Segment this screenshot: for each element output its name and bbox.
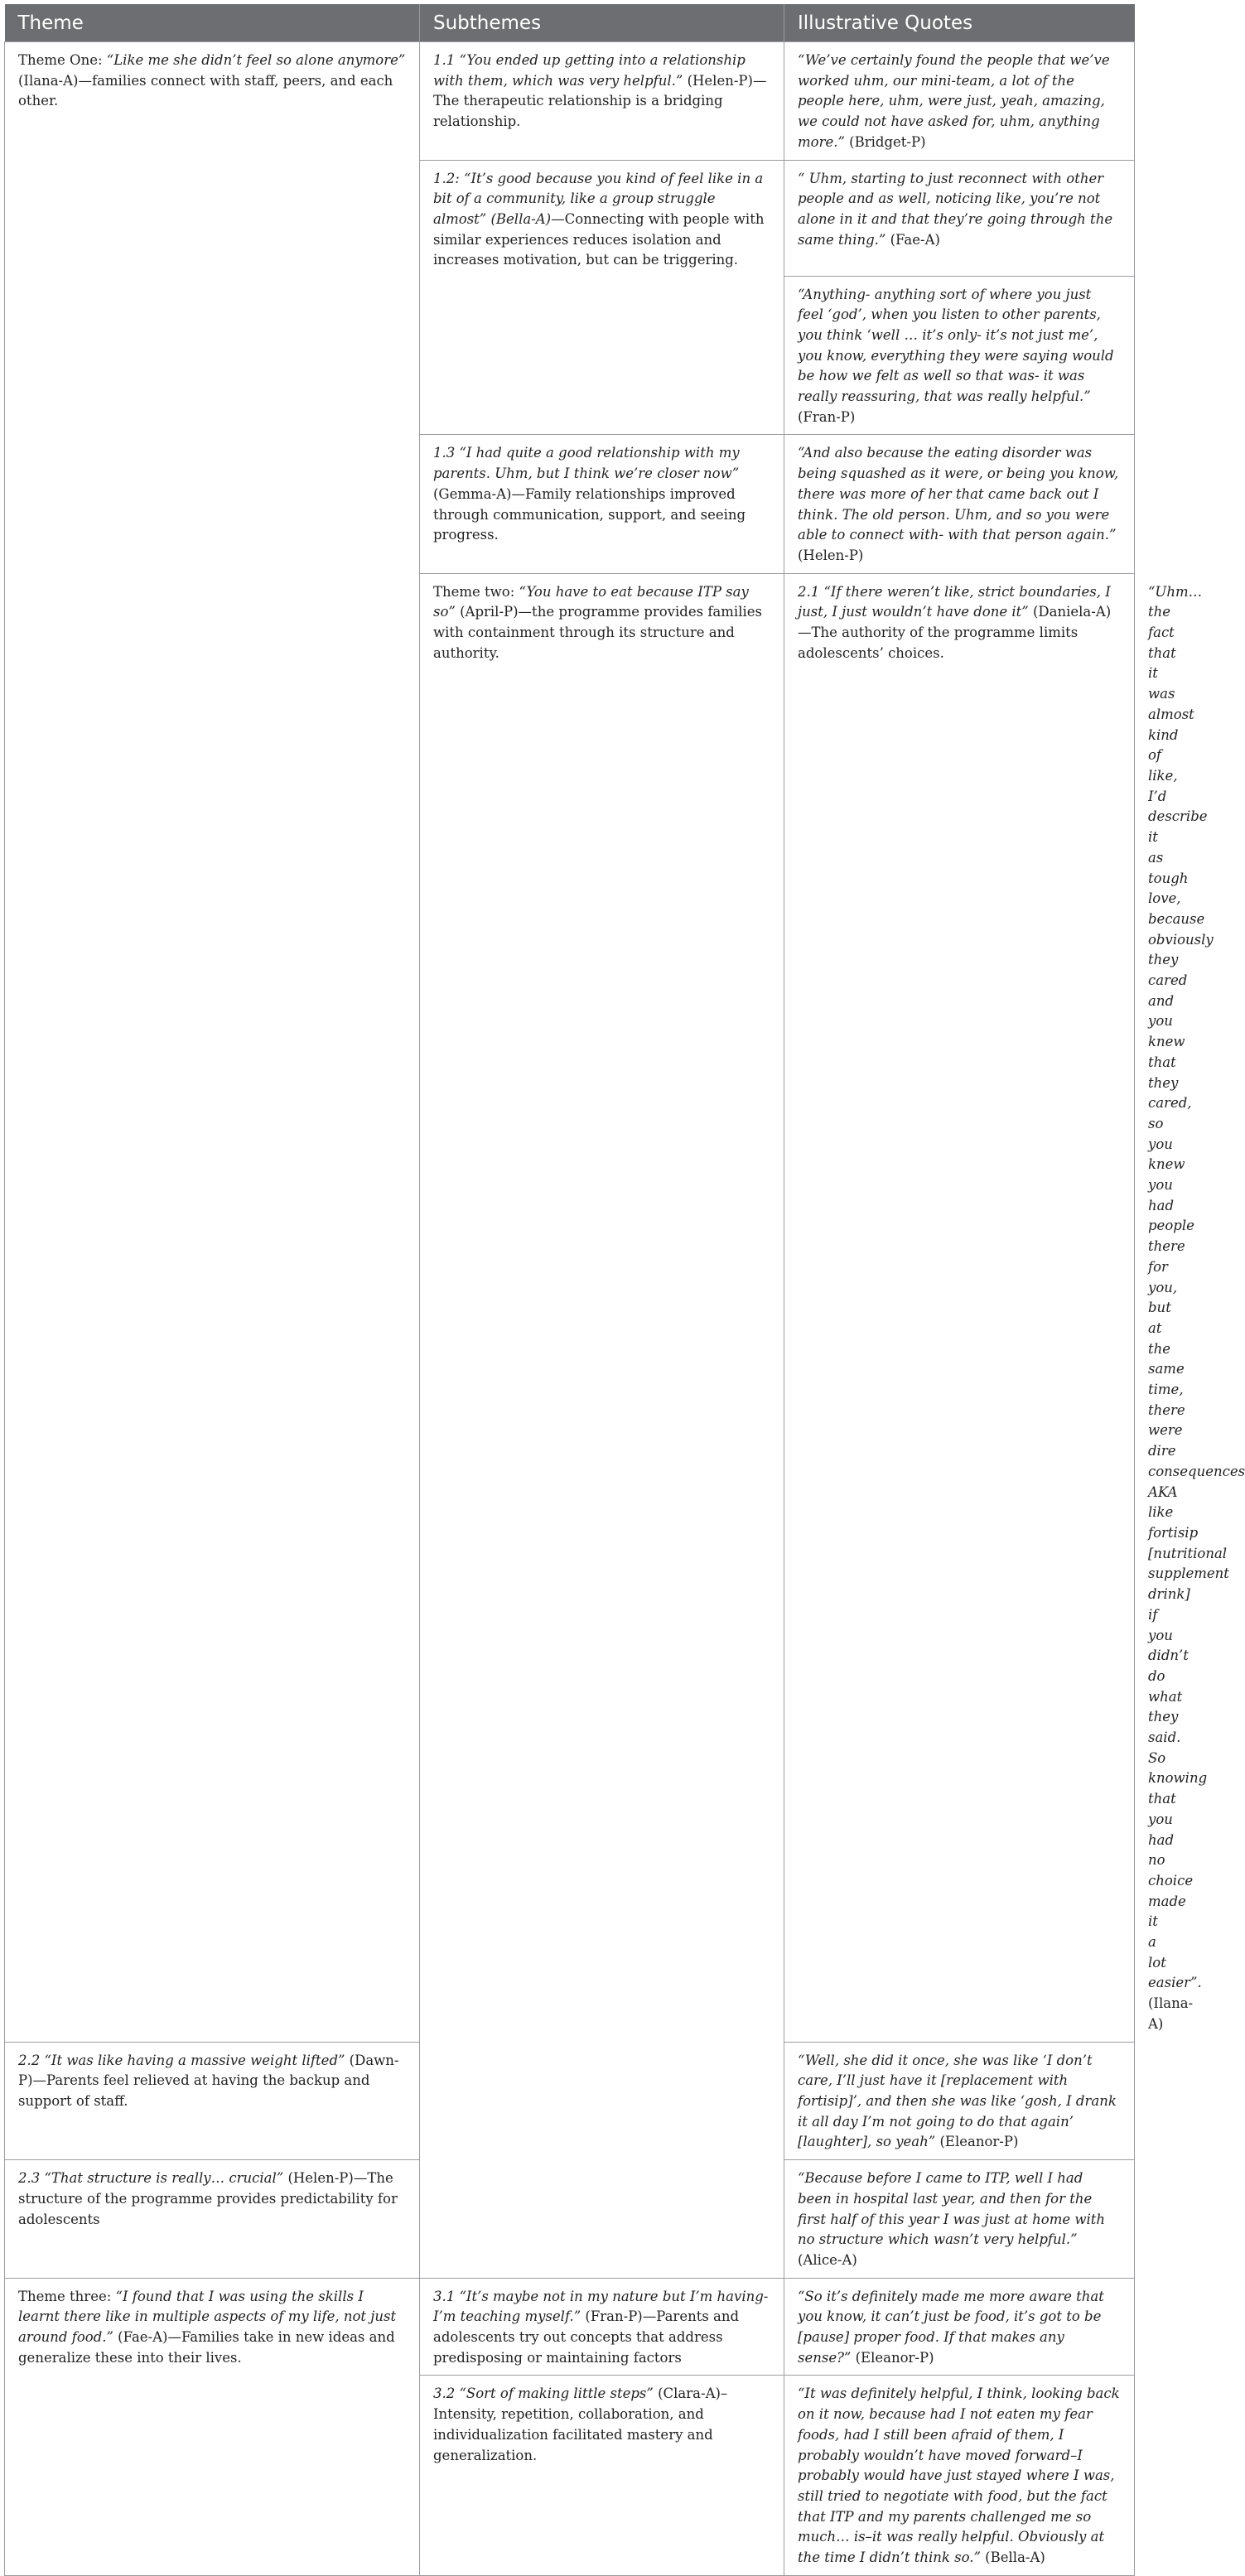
subtheme-cell: [784, 573, 1135, 2042]
illustrative-quote: “Anything- anything sort of where you just feel ‘god’, when you listen to other parents, you think ‘well … it’s only- it’s not just me’, you know, everything they were saying would be how we felt as well so that was- it was really reassuring, that was really helpful.”: [798, 286, 1114, 405]
subtheme-cell: [5, 2042, 420, 2160]
subtheme-description: (Gemma-A)—Family relationships improved through communication, support, and seeing progress.: [433, 485, 746, 543]
quote-cell: [784, 160, 1135, 276]
subtheme-description: (Daniela-A)—The authority of the programme limits adolescents’ choices.: [798, 604, 1112, 661]
illustrative-quote: “So it’s definitely made me more aware that you know, it can’t just be food, it’s got to be [pause] proper food. If that makes any sense?”: [798, 2288, 1104, 2366]
subtheme-cell: [5, 2160, 420, 2279]
quote-attribution: . (Ilana-A): [1148, 1975, 1202, 2032]
theme-label: Theme One:: [18, 52, 107, 68]
illustrative-quote: “Uhm…the fact that it was almost kind of like, I’d describe it as tough love, because obviously they cared and you knew that they cared, so you knew you had people there for you, but at the same time, there were dire consequences AKA like fortisip [nutritional supplement drink] if you didn’t do what they said. So knowing that you had no choice made it a lot easier”: [1148, 583, 1245, 1991]
theme-label: Theme two:: [433, 583, 519, 600]
subtheme-cell: [420, 2278, 784, 2376]
theme-description: (Ilana-A)—families connect with staff, peers, and each other.: [18, 72, 393, 109]
quote-attribution: (Alice-A): [798, 2251, 857, 2268]
illustrative-quote: “Well, she did it once, she was like ‘I don’t care, I’ll just have it [replacement with fortisip]’, and then she was like ‘gosh, I drank it all day I’m not going to do that again’ [laughter], so yeah”: [798, 2052, 1117, 2150]
header-row: [5, 4, 1135, 42]
table-header: [5, 4, 1135, 42]
subtheme-cell: [420, 160, 784, 435]
quote-attribution: (Fran-P): [798, 408, 856, 425]
quote-attribution: (Helen-P): [798, 547, 864, 563]
theme-quote: “You have to eat because ITP say so”: [433, 583, 749, 620]
subtheme-description: —Connecting with people with similar experiences reduces isolation and increases motivation, but can be triggering.: [433, 210, 765, 268]
subtheme-quote: 3.1 “It’s maybe not in my nature but I’m having- I’m teaching myself.”: [433, 2288, 769, 2325]
quote-cell: [784, 2042, 1135, 2160]
subtheme-cell: [420, 42, 784, 161]
quote-cell: [784, 276, 1135, 435]
subtheme-description: (Dawn-P)—Parents feel relieved at having the backup and support of staff.: [18, 2052, 399, 2109]
quote-cell: [784, 2376, 1135, 2575]
theme-quote: “Like me she didn’t feel so alone anymore”: [106, 52, 406, 68]
subtheme-quote: 2.3 “That structure is really… crucial”: [18, 2170, 284, 2187]
illustrative-quote: “It was definitely helpful, I think, looking back on it now, because had I not eaten my fear foods, had I still been afraid of them, I probably wouldn’t have moved forward–I probably would have just stayed where I was, still tried to negotiate with food, but the fact that ITP and my parents challenged me so much… is–it was really helpful. Obviously at the time I didn’t think so.”: [798, 2385, 1120, 2566]
quote-attribution: (Fae-A): [885, 231, 940, 248]
illustrative-quote: “And also because the eating disorder was being squashed as it were, or being you know, there was more of her that came back out I think. The old person. Uhm, and so you were able to connect with- with that person again.”: [798, 445, 1119, 543]
subtheme-description: (Helen-P)—The structure of the programme provides predictability for adolescents: [18, 2170, 398, 2227]
subtheme-description: (Fran-P)—Parents and adolescents try out concepts that address predisposing or maintaining factors: [433, 2308, 740, 2366]
table-row: [5, 42, 1135, 161]
quote-attribution: (Bridget-P): [844, 133, 926, 150]
subtheme-quote: 2.2 “It was like having a massive weight lifted”: [18, 2052, 345, 2068]
illustrative-quote: “Because before I came to ITP, well I had been in hospital last year, and then for the first half of this year I was just at home with no structure which wasn’t very helpful.”: [798, 2170, 1106, 2248]
header-quotes: Illustrative Quotes: [784, 4, 1135, 42]
subtheme-cell: [420, 435, 784, 573]
subtheme-quote: 1.2: “It’s good because you kind of feel like in a bit of a community, like a group struggle almost” (Bella-A): [433, 170, 764, 227]
table-body: [5, 42, 1245, 2576]
illustrative-quote: “ Uhm, starting to just reconnect with other people and as well, noticing like, you’re not alone in it and that they’re going through the same thing.”: [798, 170, 1113, 248]
theme-quote: “I found that I was using the skills I learnt there like in multiple aspects of my life, not just around food.”: [18, 2288, 397, 2346]
theme-description: (Fae-A)—Families take in new ideas and generalize these into their lives.: [18, 2329, 395, 2366]
quote-cell: [784, 2160, 1135, 2279]
theme-description: (April-P)—the programme provides families with containment through its structure and authority.: [433, 604, 762, 661]
themes-table: [4, 4, 1245, 2576]
quote-attribution: (Eleanor-P): [851, 2349, 934, 2366]
header-subthemes: Subthemes: [420, 4, 784, 42]
subtheme-quote: 3.2 “Sort of making little steps”: [433, 2385, 654, 2402]
table-row: [5, 2278, 1135, 2376]
subtheme-quote: 2.1 “If there weren’t like, strict boundaries, I just, I just wouldn’t have done it”: [798, 583, 1111, 620]
quote-cell: [784, 2278, 1135, 2376]
quote-attribution: (Bella-A): [980, 2549, 1045, 2566]
theme-cell: [5, 2278, 420, 2575]
subtheme-quote: 1.3 “I had quite a good relationship with my parents. Uhm, but I think we’re closer now”: [433, 445, 740, 482]
quote-cell: [784, 435, 1135, 573]
header-theme: Theme: [5, 4, 420, 42]
subtheme-quote: 1.1 “You ended up getting into a relationship with them, which was very helpful.”: [433, 52, 746, 89]
subtheme-description: (Helen-P)—The therapeutic relationship is a bridging relationship.: [433, 72, 767, 130]
subtheme-cell: [420, 2376, 784, 2575]
theme-cell: [420, 573, 784, 2278]
illustrative-quote: “We’ve certainly found the people that we’ve worked uhm, our mini-team, a lot of the people here, uhm, were just, yeah, amazing, we could not have asked for, uhm, anything more.”: [798, 52, 1110, 150]
subtheme-description: (Clara-A)–Intensity, repetition, collaboration, and individualization facilitated mastery and generalization.: [433, 2385, 728, 2463]
quote-attribution: (Eleanor-P): [935, 2134, 1019, 2150]
theme-cell: [5, 42, 420, 2043]
theme-label: Theme three:: [18, 2288, 116, 2304]
quote-cell: [784, 42, 1135, 161]
